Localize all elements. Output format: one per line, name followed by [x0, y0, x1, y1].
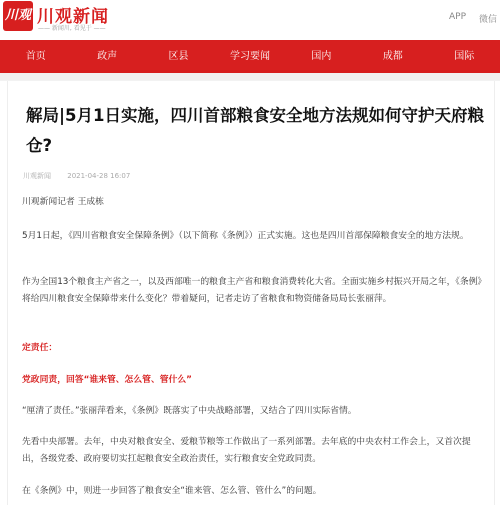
wechat-link[interactable]: 微信 [479, 15, 498, 25]
paragraph: “厘清了责任。”张丽萍看来，《条例》既落实了中央战略部署，又结合了四川实际省情。 [22, 406, 357, 416]
logo-slogan: —— 新闻川, 看见于 —— [38, 25, 106, 32]
article-meta [23, 171, 144, 181]
paragraph: 川观新闻记者 王成栋 [22, 197, 104, 207]
nav-item-politics[interactable]: 政声 [97, 51, 118, 62]
paragraph: 在《条例》中，则进一步回答了粮食安全“谁来管、怎么管、管什么”的问题。 [22, 486, 322, 496]
nav-item-chengdu[interactable]: 成都 [382, 51, 403, 62]
logo-mark[interactable]: 川观 [3, 1, 33, 31]
paragraph: 5月1日起，《四川省粮食安全保障条例》（以下简称《条例》）正式实施。这也是四川首部保障粮食安全的地方法规。 [22, 231, 469, 241]
main-nav [0, 40, 500, 73]
nav-item-domestic[interactable]: 国内 [311, 51, 332, 62]
article-date: 2021-04-28 16:07 [67, 172, 131, 180]
app-link[interactable]: APP [449, 12, 467, 22]
nav-item-home[interactable]: 首页 [25, 51, 46, 62]
section-subheading: 党政同责，回答“谁来管、怎么管、管什么” [22, 375, 192, 385]
logo-text[interactable]: 川观新闻 [37, 7, 109, 27]
nav-item-districts[interactable]: 区县 [168, 51, 189, 62]
site-header [0, 0, 500, 40]
article-title: 解局|5月1日实施，四川首部粮食安全地方法规如何守护天府粮仓? [26, 106, 484, 155]
paragraph: 作为全国13个粮食主产省之一，以及西部唯一的粮食主产省和粮食消费转化大省。全面实施乡村振兴开局之年，《条例》将给四川粮食安全保障带来什么变化？带着疑问，记者走访了省粮食和物资储备局局长张丽萍。 [22, 277, 487, 304]
section-heading: 定责任： [22, 343, 58, 353]
article-body [7, 81, 495, 505]
nav-item-study[interactable]: 学习要闻 [229, 51, 270, 62]
article-source[interactable]: 川观新闻 [23, 172, 51, 180]
separator-band [0, 73, 500, 81]
paragraph: 先看中央部署。去年，中央对粮食安全、爱粮节粮等工作做出了一系列部署。去年底的中央农村工作会上，又首次提出，各级党委、政府要切实扛起粮食安全政治责任，实行粮食安全党政同责。 [22, 437, 471, 464]
nav-item-international[interactable]: 国际 [454, 51, 475, 62]
